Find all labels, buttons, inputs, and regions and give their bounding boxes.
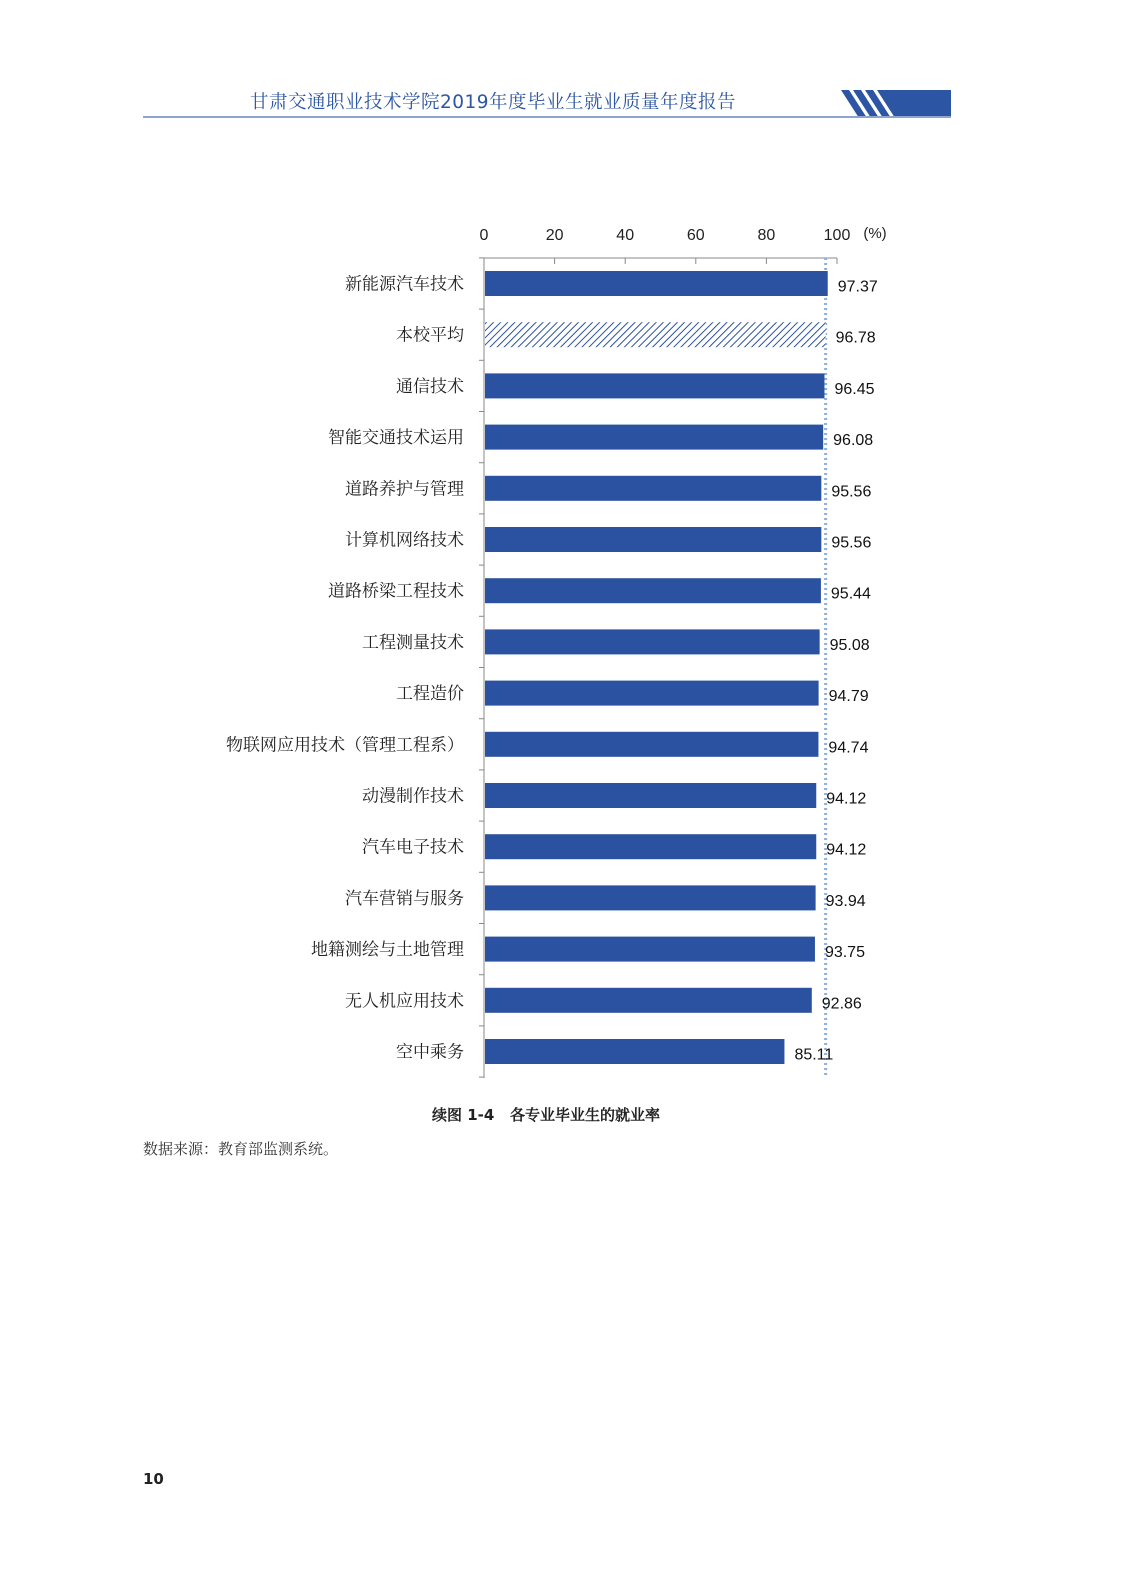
- category-label: 通信技术: [396, 376, 464, 397]
- x-tick-label: 100: [823, 227, 851, 244]
- bar: [485, 373, 824, 398]
- x-tick-label: 80: [757, 227, 776, 244]
- data-source-note: 数据来源：教育部监测系统。: [143, 1140, 339, 1158]
- page-header: [0, 0, 1122, 125]
- value-label: 95.08: [829, 636, 870, 654]
- bar: [485, 527, 821, 552]
- value-label: 94.12: [826, 841, 867, 859]
- bar: [485, 937, 815, 962]
- category-label: 地籍测绘与土地管理: [311, 940, 464, 961]
- category-label: 汽车营销与服务: [345, 888, 464, 909]
- header-title: 甘肃交通职业技术学院2019年度毕业生就业质量年度报告: [249, 92, 737, 113]
- category-label: 道路桥梁工程技术: [328, 581, 464, 602]
- category-label: 动漫制作技术: [362, 786, 464, 807]
- category-label: 道路养护与管理: [345, 479, 464, 500]
- bar: [485, 681, 819, 706]
- category-label: 无人机应用技术: [345, 991, 464, 1012]
- category-label: 工程造价: [396, 684, 464, 705]
- value-label: 92.86: [821, 995, 862, 1013]
- value-label: 95.56: [831, 534, 872, 552]
- value-label: 96.45: [834, 380, 875, 398]
- value-label: 97.37: [837, 278, 878, 296]
- x-tick-label: 60: [686, 227, 705, 244]
- value-label: 93.94: [825, 892, 866, 910]
- bar: [485, 425, 823, 450]
- category-label: 物联网应用技术（管理工程系）: [226, 735, 464, 756]
- page-number: 10: [143, 1470, 164, 1488]
- header-rule: [143, 116, 951, 118]
- value-label: 95.56: [831, 483, 872, 501]
- bar: [485, 629, 820, 654]
- bar: [485, 578, 821, 603]
- bar: [485, 885, 816, 910]
- x-tick-label: 40: [616, 227, 635, 244]
- bar: [485, 476, 821, 501]
- x-unit-label: (%): [863, 225, 887, 242]
- value-label: 85.11: [794, 1046, 834, 1064]
- bar: [485, 834, 816, 859]
- category-label: 计算机网络技术: [345, 530, 464, 551]
- bar-average: [485, 322, 826, 347]
- x-tick-label: 20: [545, 227, 564, 244]
- bar: [485, 271, 828, 296]
- category-label: 工程测量技术: [362, 632, 464, 653]
- bar: [485, 1039, 784, 1064]
- header-stripes-decoration: [841, 90, 951, 118]
- category-label: 本校平均: [396, 325, 464, 346]
- value-label: 96.78: [835, 329, 876, 347]
- value-label: 96.08: [833, 432, 874, 450]
- value-label: 94.79: [828, 688, 869, 706]
- value-label: 95.44: [830, 585, 871, 603]
- employment-rate-bar-chart: [0, 200, 1122, 1100]
- category-label: 汽车电子技术: [362, 837, 464, 858]
- value-label: 94.12: [826, 790, 867, 808]
- category-label: 空中乘务: [396, 1042, 464, 1063]
- x-tick-label: 0: [479, 227, 489, 244]
- bar: [485, 783, 816, 808]
- value-label: 94.74: [828, 739, 869, 757]
- bar: [485, 988, 812, 1013]
- category-label: 智能交通技术运用: [328, 428, 464, 449]
- chart-bars: [485, 271, 828, 1064]
- figure-caption: 续图 1-4 各专业毕业生的就业率: [432, 1106, 660, 1124]
- value-label: 93.75: [824, 944, 865, 962]
- bar: [485, 732, 818, 757]
- category-label: 新能源汽车技术: [345, 274, 464, 295]
